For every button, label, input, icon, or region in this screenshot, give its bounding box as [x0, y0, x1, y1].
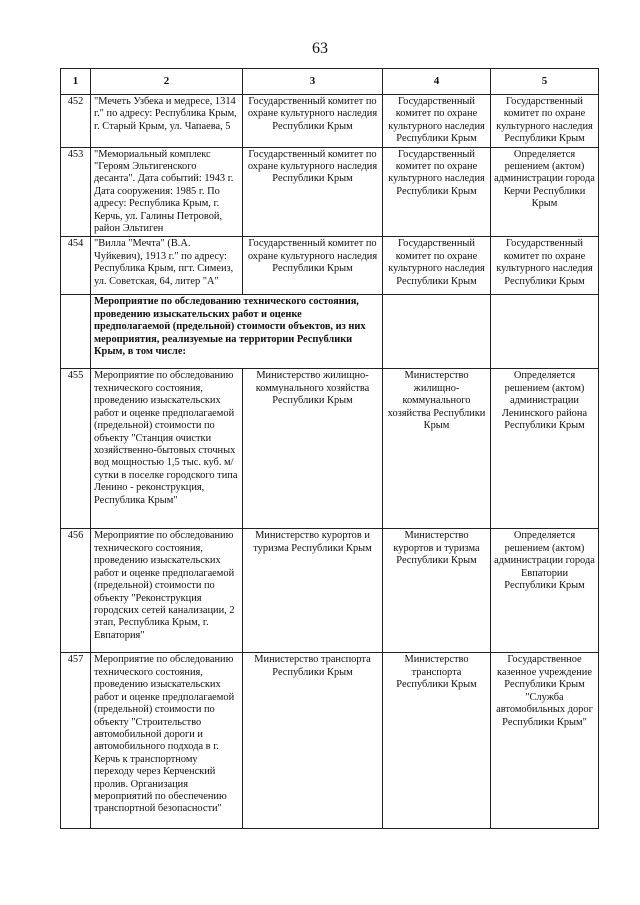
- table-row: [61, 95, 599, 148]
- state-customer: Государственный комитет по охране культурного наследия Республики Крым: [383, 95, 491, 148]
- column-header-3: 3: [243, 69, 383, 95]
- object-description: Мероприятие по обследованию технического состояния, проведению изыскательских работ и оценке предполагаемой (предельной) стоимости по объекту "Реконструкция городских сетей канализации, 2 этап, Республика Крым, г. Евпатория": [91, 529, 243, 653]
- responsible-executor: Государственный комитет по охране культурного наследия Республики Крым: [243, 237, 383, 295]
- operating-organization: Определяется решением (актом) администрации города Керчи Республики Крым: [491, 147, 599, 237]
- section-empty-cell: [491, 295, 599, 369]
- row-number: 453: [61, 147, 91, 237]
- state-customer: Министерство транспорта Республики Крым: [383, 653, 491, 829]
- table-row: [61, 147, 599, 237]
- section-empty-cell: [383, 295, 491, 369]
- object-description: Мероприятие по обследованию технического состояния, проведению изыскательских работ и оценке предполагаемой (предельной) стоимости по объекту "Станция очистки хозяйственно-бытовых сточных вод мощностью 1,5 тыс. куб. м/сутки в поселке городского типа Ленино - реконструкция, Республика Крым": [91, 369, 243, 529]
- operating-organization: Государственный комитет по охране культурного наследия Республики Крым: [491, 237, 599, 295]
- object-description: Мероприятие по обследованию технического состояния, проведению изыскательских работ и оценке предполагаемой (предельной) стоимости по объекту "Строительство автомобильной дороги и автомобильного подхода в г. Керчь к транспортному переходу через Керченский пролив. Организация мероприятий по обеспечению транспортной безопасности": [91, 653, 243, 829]
- operating-organization: Определяется решением (актом) администрации Ленинского района Республики Крым: [491, 369, 599, 529]
- state-customer: Министерство жилищно-коммунального хозяйства Республики Крым: [383, 369, 491, 529]
- responsible-executor: Министерство жилищно-коммунального хозяйства Республики Крым: [243, 369, 383, 529]
- table-row: [61, 653, 599, 829]
- section-title: Мероприятие по обследованию технического состояния, проведению изыскательских работ и оценке предполагаемой (предельной) стоимости объектов, из них мероприятия, реализуемые на территории Республики Крым, в том числе:: [91, 295, 383, 369]
- responsible-executor: Министерство курортов и туризма Республики Крым: [243, 529, 383, 653]
- operating-organization: Определяется решением (актом) администрации города Евпатории Республики Крым: [491, 529, 599, 653]
- column-header-2: 2: [91, 69, 243, 95]
- state-customer: Государственный комитет по охране культурного наследия Республики Крым: [383, 147, 491, 237]
- row-number: 452: [61, 95, 91, 148]
- document-table: [60, 68, 599, 829]
- table-row: [61, 369, 599, 529]
- table-row: [61, 529, 599, 653]
- row-number: 455: [61, 369, 91, 529]
- state-customer: Министерство курортов и туризма Республики Крым: [383, 529, 491, 653]
- column-header-1: 1: [61, 69, 91, 95]
- operating-organization: Государственное казенное учреждение Республики Крым "Служба автомобильных дорог Республики Крым": [491, 653, 599, 829]
- table-header-row: [61, 69, 599, 95]
- responsible-executor: Государственный комитет по охране культурного наследия Республики Крым: [243, 95, 383, 148]
- section-row: [61, 295, 599, 369]
- responsible-executor: Министерство транспорта Республики Крым: [243, 653, 383, 829]
- state-customer: Государственный комитет по охране культурного наследия Республики Крым: [383, 237, 491, 295]
- column-header-5: 5: [491, 69, 599, 95]
- page-number: 63: [312, 40, 328, 57]
- row-number: 456: [61, 529, 91, 653]
- object-description: "Мемориальный комплекс "Героям Эльтигенского десанта". Дата событий: 1943 г. Дата сооружения: 1985 г. По адресу: Республика Крым, г. Керчь, ул. Галины Петровой, район Эльтиген: [91, 147, 243, 237]
- object-description: "Мечеть Узбека и медресе, 1314 г." по адресу: Республика Крым, г. Старый Крым, ул. Чапаева, 5: [91, 95, 243, 148]
- responsible-executor: Государственный комитет по охране культурного наследия Республики Крым: [243, 147, 383, 237]
- object-description: "Вилла "Мечта" (В.А. Чуйкевич), 1913 г." по адресу: Республика Крым, пгт. Симеиз, ул. Советская, 64, литер "А": [91, 237, 243, 295]
- column-header-4: 4: [383, 69, 491, 95]
- row-number: 454: [61, 237, 91, 295]
- section-empty-cell: [61, 295, 91, 369]
- table-row: [61, 237, 599, 295]
- operating-organization: Государственный комитет по охране культурного наследия Республики Крым: [491, 95, 599, 148]
- row-number: 457: [61, 653, 91, 829]
